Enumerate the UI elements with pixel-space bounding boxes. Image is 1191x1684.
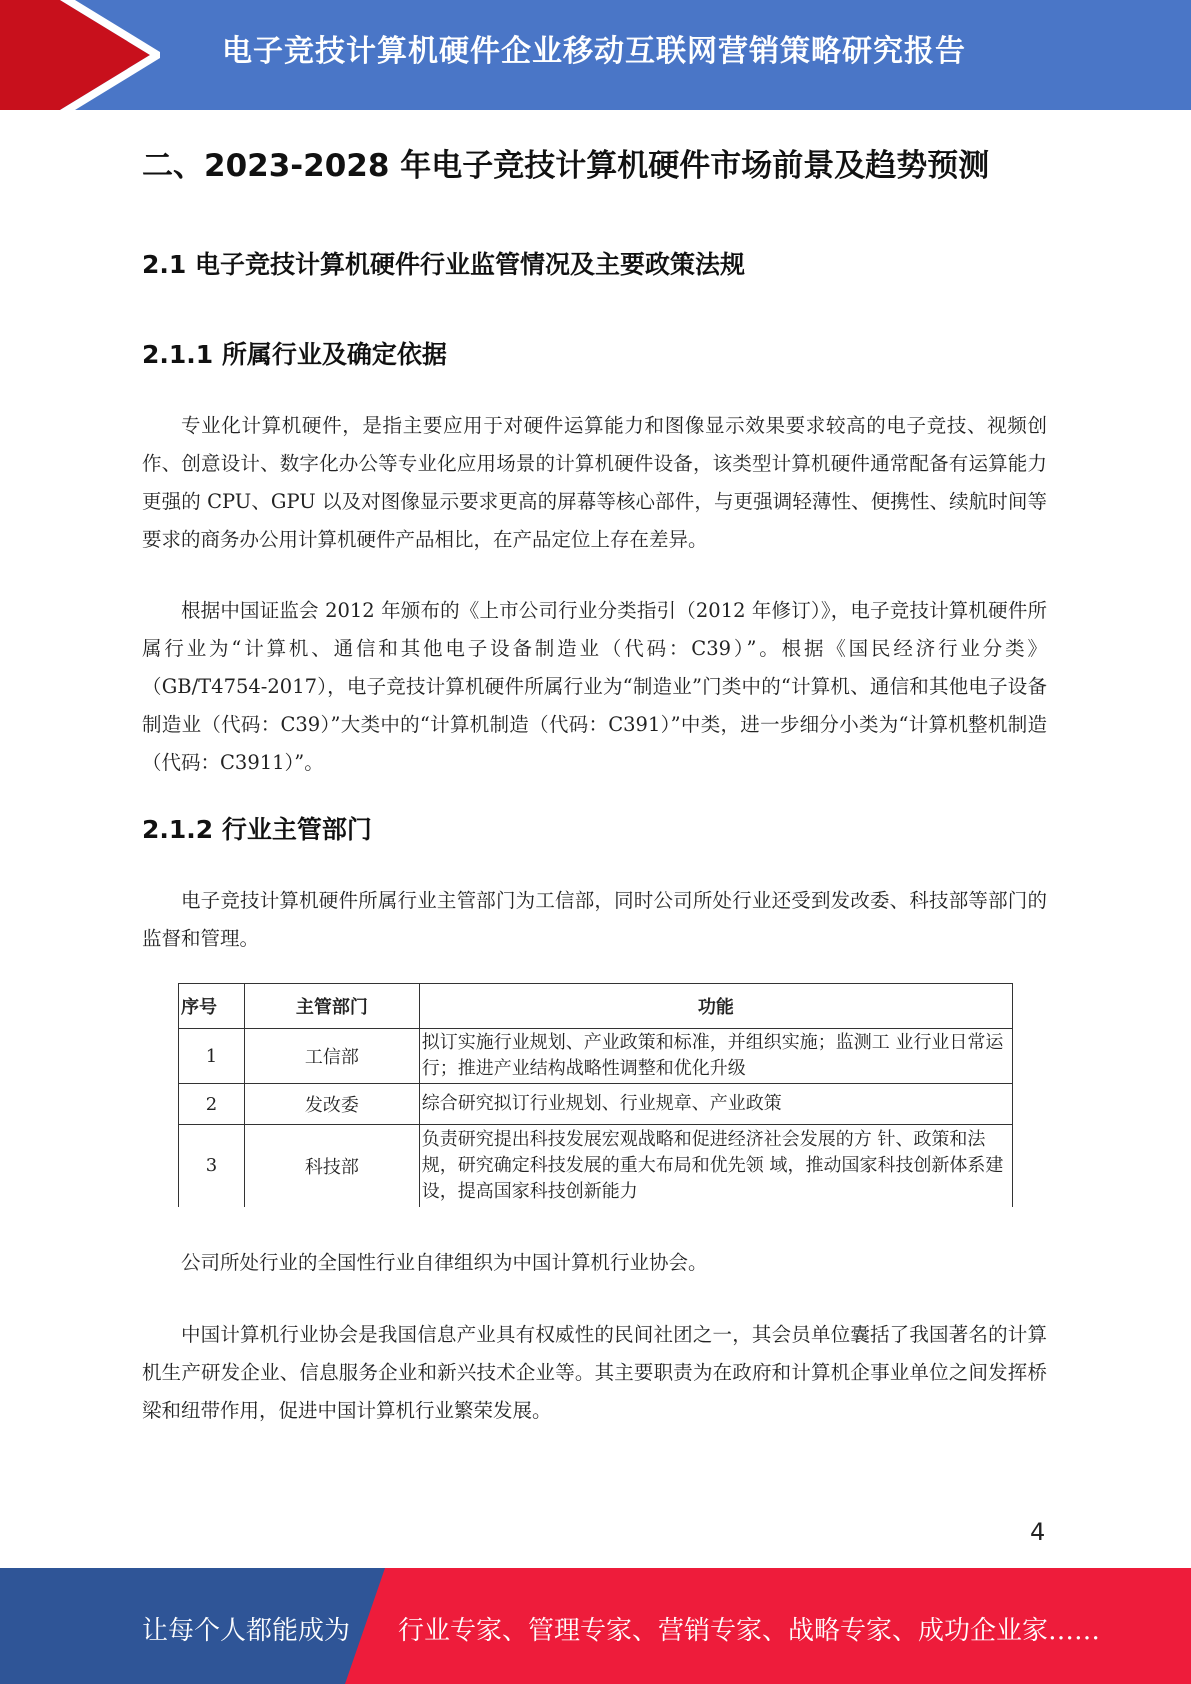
cell-no: 1 <box>179 1029 245 1084</box>
section-heading: 2.1 电子竞技计算机硬件行业监管情况及主要政策法规 <box>142 250 745 279</box>
cell-no: 3 <box>179 1125 245 1207</box>
cell-dept: 发改委 <box>244 1084 419 1125</box>
header-dept: 主管部门 <box>244 984 419 1029</box>
paragraph-definition: 专业化计算机硬件，是指主要应用于对硬件运算能力和图像显示效果要求较高的电子竞技、视频创作、创意设计、数字化办公等专业化应用场景的计算机硬件设备，该类型计算机硬件通常配备有运算能力更强的 CPU、GPU 以及对图像显示要求更高的屏幕等核心部件，与更强调轻薄性、便携性、续航时间等要求的商务办公用计算机硬件产品相比，在产品定位上存在差异。 <box>142 414 1047 551</box>
cell-func: 拟订实施行业规划、产业政策和标准，并组织实施；监测工 业行业日常运行；推进产业结构战略性调整和优化升级 <box>419 1029 1012 1084</box>
cell-dept: 工信部 <box>244 1029 419 1084</box>
table-header-row <box>179 984 1013 1029</box>
header-func: 功能 <box>419 984 1012 1029</box>
page-number: 4 <box>1030 1518 1046 1546</box>
paragraph-association-detail: 中国计算机行业协会是我国信息产业具有权威性的民间社团之一，其会员单位囊括了我国著名的计算机生产研发企业、信息服务企业和新兴技术企业等。其主要职责为在政府和计算机企事业单位之间发挥桥梁和纽带作用，促进中国计算机行业繁荣发展。 <box>142 1323 1047 1422</box>
cell-no: 2 <box>179 1084 245 1125</box>
chevron-arrow-icon <box>0 0 160 110</box>
footer-slogan-left: 让每个人都能成为 <box>142 1616 351 1646</box>
footer-banner <box>0 1568 1191 1684</box>
table-row <box>179 1084 1013 1125</box>
cell-func: 负责研究提出科技发展宏观战略和促进经济社会发展的方 针、政策和法规，研究确定科技发展的重大布局和优先领 域，推动国家科技创新体系建设，提高国家科技创新能力 <box>419 1125 1012 1207</box>
authority-table <box>178 983 1013 1207</box>
report-title: 电子竞技计算机硬件企业移动互联网营销策略研究报告 <box>222 34 966 69</box>
footer-slogan-right: 行业专家、管理专家、营销专家、战略专家、成功企业家…… <box>398 1616 1101 1646</box>
cell-dept: 科技部 <box>244 1125 419 1207</box>
subsection-heading-industry: 2.1.1 所属行业及确定依据 <box>142 340 447 369</box>
chapter-heading: 二、2023-2028 年电子竞技计算机硬件市场前景及趋势预测 <box>142 148 990 184</box>
table-row <box>179 1125 1013 1207</box>
cell-func: 综合研究拟订行业规划、行业规章、产业政策 <box>419 1084 1012 1125</box>
subsection-heading-authority: 2.1.2 行业主管部门 <box>142 815 372 844</box>
header-banner <box>0 0 1191 110</box>
table-row <box>179 1029 1013 1084</box>
paragraph-authority: 电子竞技计算机硬件所属行业主管部门为工信部，同时公司所处行业还受到发改委、科技部等部门的监督和管理。 <box>142 889 1047 950</box>
paragraph-classification: 根据中国证监会 2012 年颁布的《上市公司行业分类指引（2012 年修订）》，电子竞技计算机硬件所属行业为“计算机、通信和其他电子设备制造业（代码：C39）”。根据《国民经济行业分类》（GB/T4754-2017），电子竞技计算机硬件所属行业为“制造业”门类中的“计算机、通信和其他电子设备制造业（代码：C39）”大类中的“计算机制造（代码：C391）”中类，进一步细分小类为“计算机整机制造（代码：C3911）”。 <box>142 599 1047 774</box>
paragraph-association: 公司所处行业的全国性行业自律组织为中国计算机行业协会。 <box>181 1251 708 1274</box>
header-no: 序号 <box>179 984 245 1029</box>
